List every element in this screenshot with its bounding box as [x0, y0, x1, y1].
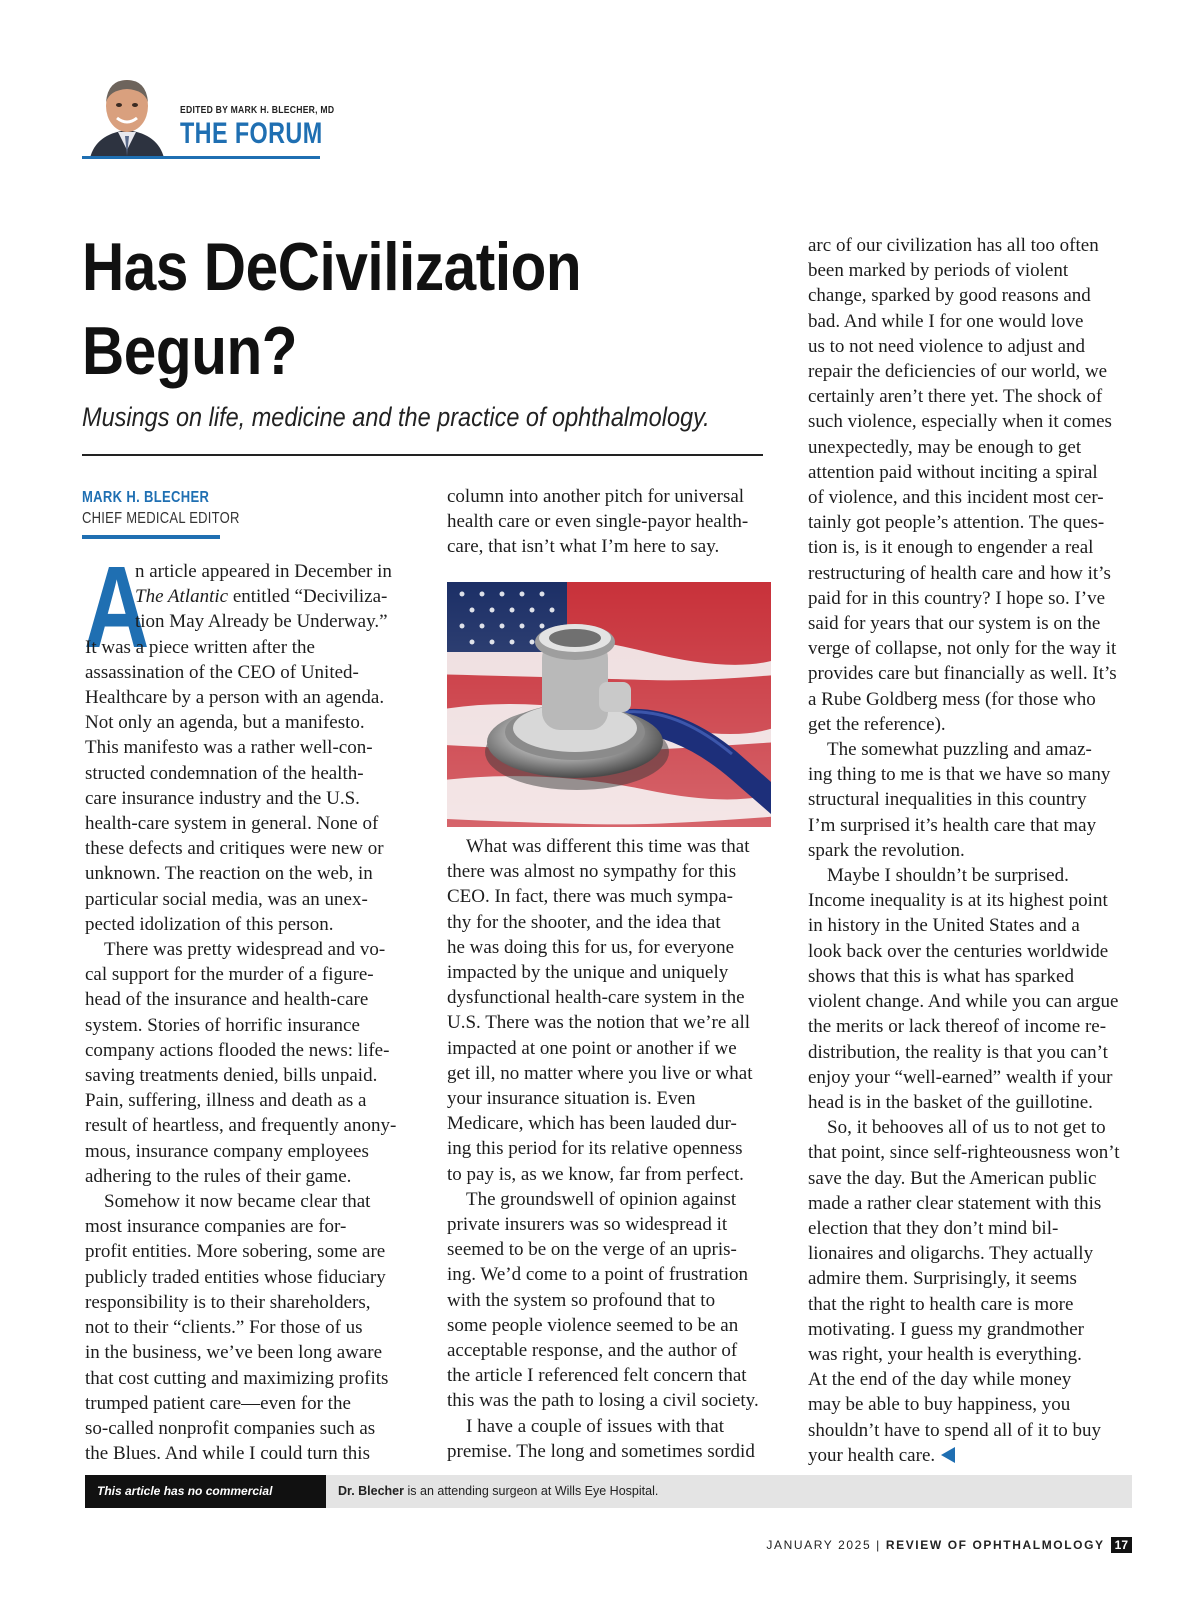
text-line: n article appeared in December in: [135, 561, 392, 582]
text-line: motivating. I guess my grandmother: [808, 1318, 1084, 1340]
text-line: acceptable response, and the author of: [447, 1340, 738, 1362]
text-line: Healthcare by a person with an agenda.: [85, 687, 385, 709]
text-line: he was doing this for us, for everyone: [447, 936, 735, 958]
text-line: Income inequality is at its highest point: [808, 890, 1108, 912]
text-line: violent change. And while you can argue: [808, 991, 1119, 1013]
bio-name: Dr. Blecher: [338, 1484, 405, 1498]
text-line: get the reference).: [808, 713, 946, 735]
text-line: responsibility is to their shareholders,: [85, 1291, 371, 1313]
text-line: attention paid without inciting a spiral: [808, 461, 1098, 483]
text-line: may be able to buy happiness, you: [808, 1394, 1071, 1416]
text-line: I have a couple of issues with that: [466, 1415, 725, 1437]
text-line: most insurance companies are for-: [85, 1216, 347, 1238]
stethoscope-flag-photo: [447, 582, 771, 827]
text-line: care, that isn’t what I’m here to say.: [447, 536, 720, 558]
title-line-1: Has DeCivilization: [82, 229, 582, 305]
text-line: repair the deficiencies of our world, we: [808, 361, 1108, 383]
text-line: arc of our civilization has all too often: [808, 235, 1099, 256]
text-line: of violence, and this incident most cer-: [808, 487, 1104, 509]
edited-by-label: EDITED BY MARK H. BLECHER, MD: [180, 104, 335, 116]
author-bio: [338, 1475, 658, 1508]
text-line: unexpectedly, may be enough to get: [808, 436, 1082, 458]
text-line: trumped patient care—even for the: [85, 1392, 351, 1414]
text-line: save the day. But the American public: [808, 1167, 1097, 1189]
text-line: premise. The long and sometimes sordid: [447, 1440, 755, 1462]
text-line: Somehow it now became clear that: [104, 1191, 371, 1213]
author-name: MARK H. BLECHER: [82, 489, 210, 506]
text-line: It was a piece written after the: [85, 636, 315, 658]
text-line: Not only an agenda, but a manifesto.: [85, 712, 365, 734]
text-line: This manifesto was a rather well-con-: [85, 737, 373, 759]
text-line: that cost cutting and maximizing profits: [85, 1367, 389, 1389]
text-line: health-care system in general. None of: [85, 813, 379, 835]
text-line: [85, 584, 407, 609]
sponsorship-note: This article has no commercial sponsorship.: [85, 1475, 326, 1508]
text-line: thy for the shooter, and the idea that: [447, 911, 721, 933]
text-line: profit entities. More sobering, some are: [85, 1241, 386, 1263]
text-line: these defects and critiques were new or: [85, 838, 384, 860]
drop-cap: A: [84, 542, 150, 672]
bio-text: is an attending surgeon at Wills Eye Hospital.: [404, 1484, 659, 1498]
text-line: cal support for the murder of a figure-: [85, 964, 374, 986]
text-line: the merits or lack thereof of income re-: [808, 1016, 1107, 1038]
text-line: The groundswell of opinion against: [466, 1188, 737, 1210]
text-line: some people violence seemed to be an: [447, 1314, 739, 1336]
text-line: mous, insurance company employees: [85, 1140, 369, 1162]
text-line: result of heartless, and frequently anony-: [85, 1115, 397, 1137]
page-footer: [766, 1537, 1132, 1553]
text-line: election that they don’t mind bil-: [808, 1217, 1059, 1239]
text-line: restructuring of health care and how it’s: [808, 562, 1111, 584]
text-line: system. Stories of horrific insurance: [85, 1014, 360, 1036]
article-subtitle: Musings on life, medicine and the practice of ophthalmology.: [82, 402, 710, 432]
text-line: distribution, the reality is that you can’t: [808, 1041, 1108, 1063]
text-line: dysfunctional health-care system in the: [447, 987, 745, 1009]
author-role: CHIEF MEDICAL EDITOR: [82, 510, 240, 527]
text-line: head of the insurance and health-care: [85, 989, 369, 1011]
author-headshot: [82, 72, 172, 158]
text-line: us to not need violence to adjust and: [808, 335, 1086, 357]
text-line: unknown. The reaction on the web, in: [85, 863, 373, 885]
text-line: get ill, no matter where you live or what: [447, 1062, 753, 1084]
text-line: your health care.: [808, 1443, 1132, 1468]
text-line: Medicare, which has been lauded dur-: [447, 1113, 737, 1135]
journal-name: REVIEW OF OPHTHALMOLOGY: [885, 1538, 1105, 1552]
text-line: structed condemnation of the health-: [85, 762, 364, 784]
text-line: ing thing to me is that we have so many: [808, 764, 1111, 786]
text-line: seemed to be on the verge of an upris-: [447, 1239, 737, 1261]
author-rule: [82, 535, 220, 539]
text-line: made a rather clear statement with this: [808, 1192, 1102, 1214]
column-3: [808, 233, 1132, 1468]
text-line: look back over the centuries worldwide: [808, 940, 1109, 962]
text-line: assassination of the CEO of United-: [85, 661, 359, 683]
text-line: There was pretty widespread and vo-: [104, 939, 386, 961]
text-line: verge of collapse, not only for the way it: [808, 638, 1117, 660]
text-line: The somewhat puzzling and amaz-: [827, 739, 1092, 761]
column-1: [84, 542, 407, 1466]
text-line: your insurance situation is. Even: [447, 1088, 696, 1110]
end-mark-icon: [941, 1447, 955, 1463]
text-line: head is in the basket of the guillotine.: [808, 1091, 1093, 1113]
text-line: been marked by periods of violent: [808, 260, 1069, 282]
text-line: in the business, we’ve been long aware: [85, 1342, 383, 1364]
text-line: provides care but financially as well. It’s: [808, 663, 1117, 685]
text-line: care insurance industry and the U.S.: [85, 787, 360, 809]
text-line: publicly traded entities whose fiduciary: [85, 1266, 386, 1288]
text-line: in history in the United States and a: [808, 915, 1080, 937]
text-line: such violence, especially when it comes: [808, 411, 1112, 433]
article-title: [82, 225, 632, 393]
text-line: lionaires and oligarchs. They actually: [808, 1243, 1094, 1265]
text-line: was right, your health is everything.: [808, 1343, 1082, 1365]
text-line: Maybe I shouldn’t be surprised.: [827, 865, 1069, 887]
text-line: shouldn’t have to spend all of it to buy: [808, 1419, 1102, 1441]
text-line: impacted at one point or another if we: [447, 1037, 737, 1059]
text-line: not to their “clients.” For those of us: [85, 1317, 363, 1339]
text-line: shows that this is what has sparked: [808, 965, 1074, 987]
issue-date: JANUARY 2025 |: [766, 1538, 881, 1552]
text-line: said for years that our system is on the: [808, 613, 1101, 635]
text-line: there was almost no sympathy for this: [447, 861, 737, 883]
text-line: particular social media, was an unex-: [85, 888, 368, 910]
text-line: to pay is, as we know, far from perfect.: [447, 1163, 744, 1185]
text-line: enjoy your “well-earned” wealth if your: [808, 1066, 1113, 1088]
text-line: structural inequalities in this country: [808, 789, 1087, 811]
text-line: the article I referenced felt concern that: [447, 1365, 747, 1387]
text-line: bad. And while I for one would love: [808, 310, 1084, 332]
text-line: that the right to health care is more: [808, 1293, 1074, 1315]
text-line: tion is, is it enough to engender a real: [808, 537, 1094, 559]
text-line: tainly got people’s attention. The ques-: [808, 512, 1105, 534]
text-line: ing. We’d come to a point of frustration: [447, 1264, 748, 1286]
text-fragment: entitled “Deciviliza-: [228, 586, 388, 608]
text-line: paid for in this country? I hope so. I’ve: [808, 587, 1106, 609]
text-line: column into another pitch for universal: [447, 486, 745, 507]
text-line: health care or even single-payor health-: [447, 511, 749, 533]
section-title: THE FORUM: [180, 117, 323, 150]
publication-name: The Atlantic: [135, 586, 229, 608]
text-line: admire them. Surprisingly, it seems: [808, 1268, 1077, 1290]
text-line: this was the path to losing a civil society.: [447, 1390, 759, 1412]
text-line: CEO. In fact, there was much sympa-: [447, 886, 733, 908]
text-line: Pain, suffering, illness and death as a: [85, 1090, 367, 1112]
text-line: certainly aren’t there yet. The shock of: [808, 386, 1103, 408]
text-line: impacted by the unique and uniquely: [447, 962, 729, 984]
text-line: U.S. There was the notion that we’re all: [447, 1012, 751, 1034]
text-line: spark the revolution.: [808, 839, 965, 861]
text-line: pected idolization of this person.: [85, 913, 334, 935]
page-number: 17: [1111, 1537, 1132, 1553]
text-line: that point, since self-righteousness won’t: [808, 1142, 1120, 1164]
header-rule: [82, 156, 320, 159]
text-line: the Blues. And while I could turn this: [85, 1443, 370, 1465]
text-line: What was different this time was that: [466, 836, 750, 857]
text-line: with the system so profound that to: [447, 1289, 716, 1311]
text-line: tion May Already be Underway.”: [135, 611, 388, 633]
text-line: company actions flooded the news: life-: [85, 1039, 390, 1061]
column-2: [447, 834, 770, 1464]
text-line: ing this period for its relative openness: [447, 1138, 743, 1160]
text-line: saving treatments denied, bills unpaid.: [85, 1065, 378, 1087]
text-line: a Rube Goldberg mess (for those who: [808, 688, 1096, 710]
text-line: private insurers was so widespread it: [447, 1214, 728, 1236]
title-rule: [82, 454, 763, 456]
text-line: At the end of the day while money: [808, 1369, 1072, 1391]
text-line: change, sparked by good reasons and: [808, 285, 1091, 307]
column-2-top: [447, 484, 770, 560]
text-line: adhering to the rules of their game.: [85, 1165, 352, 1187]
text-line: so-called nonprofit companies such as: [85, 1417, 376, 1439]
text-line: So, it behooves all of us to not get to: [827, 1117, 1106, 1139]
text-line: I’m surprised it’s health care that may: [808, 814, 1097, 836]
title-line-2: Begun?: [82, 313, 298, 389]
